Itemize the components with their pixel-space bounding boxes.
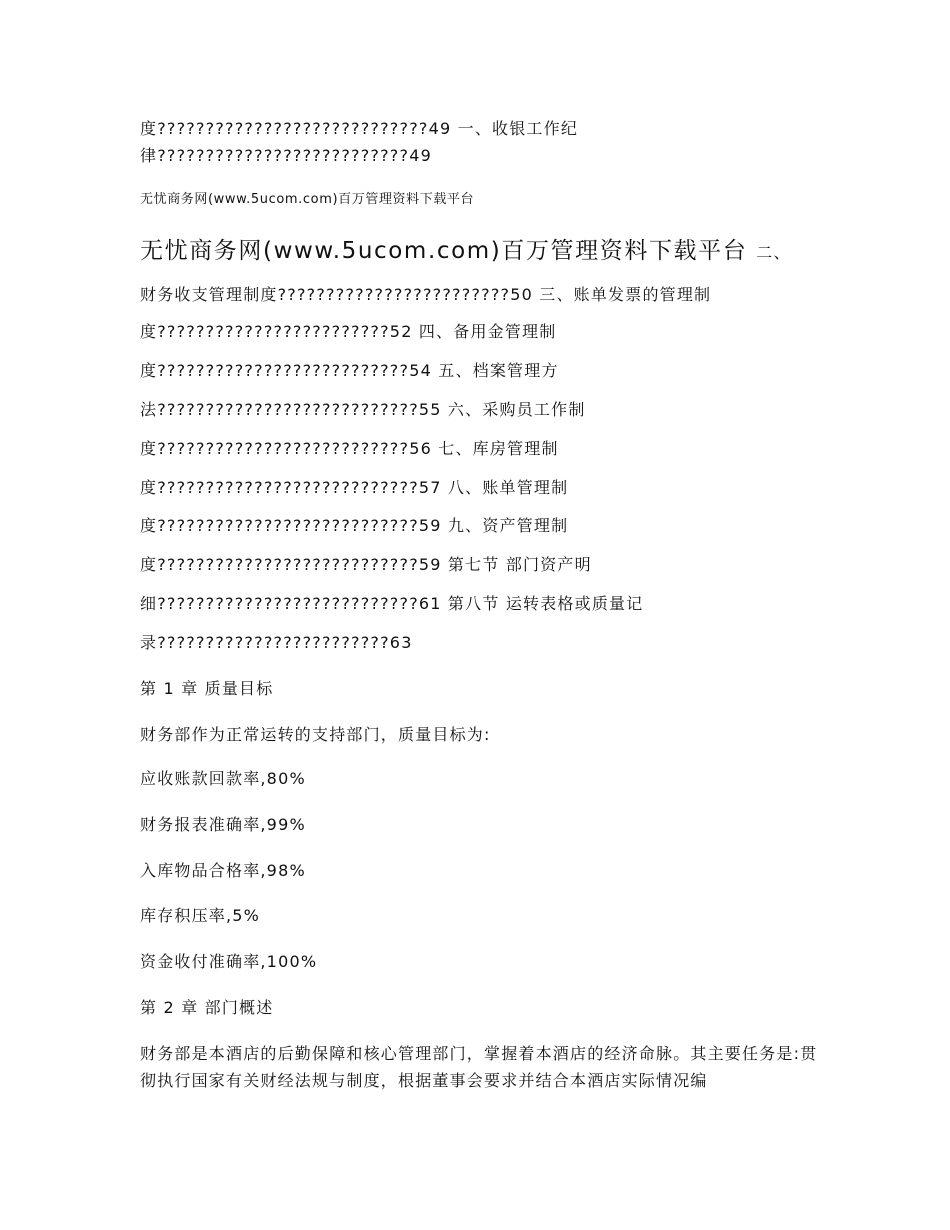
toc-line: 细???????????????????????????61 第八节 运转表格或质量记 <box>140 594 644 613</box>
quality-target-item: 入库物品合格率,98% <box>140 861 306 880</box>
watermark-large-text <box>140 236 791 268</box>
quality-target-item: 应收账款回款率,80% <box>140 769 306 788</box>
chapter-paragraph: 财务部是本酒店的后勤保障和核心管理部门，掌握着本酒店的经济命脉。其主要任务是:贯彻执行国家有关财经法规与制度，根据董事会要求并结合本酒店实际情况编 <box>140 1044 818 1090</box>
quality-target-item: 财务报表准确率,99% <box>140 815 306 834</box>
watermark-small-text: 无忧商务网(www.5ucom.com)百万管理资料下载平台 <box>140 192 475 207</box>
toc-line: 度???????????????????????????59 第七节 部门资产明 <box>140 555 592 574</box>
toc-line: 度???????????????????????????57 八、账单管理制 <box>140 478 569 497</box>
toc-line: 录????????????????????????63 <box>140 633 413 652</box>
toc-line: 法???????????????????????????55 六、采购员工作制 <box>140 400 586 419</box>
chapter-heading: 第 2 章 部门概述 <box>140 998 274 1017</box>
toc-line: 度????????????????????????????49 一、收银工作纪 <box>140 119 579 138</box>
watermark-large-main: 无忧商务网(www.5ucom.com)百万管理资料下载平台 <box>140 238 748 264</box>
quality-target-item: 资金收付准确率,100% <box>140 952 318 971</box>
toc-line: 律??????????????????????????49 <box>140 146 432 165</box>
chapter-intro: 财务部作为正常运转的支持部门，质量目标为: <box>140 725 491 744</box>
toc-continuation: 二、 <box>756 243 791 262</box>
quality-target-item: 库存积压率,5% <box>140 906 261 925</box>
toc-line: 度???????????????????????????59 九、资产管理制 <box>140 516 569 535</box>
toc-line: 度??????????????????????????54 五、档案管理方 <box>140 361 559 380</box>
toc-line: 度??????????????????????????56 七、库房管理制 <box>140 439 559 458</box>
toc-line: 财务收支管理制度????????????????????????50 三、账单发票的管理制 <box>140 285 712 304</box>
toc-line: 度????????????????????????52 四、备用金管理制 <box>140 322 557 341</box>
chapter-heading: 第 1 章 质量目标 <box>140 679 274 698</box>
